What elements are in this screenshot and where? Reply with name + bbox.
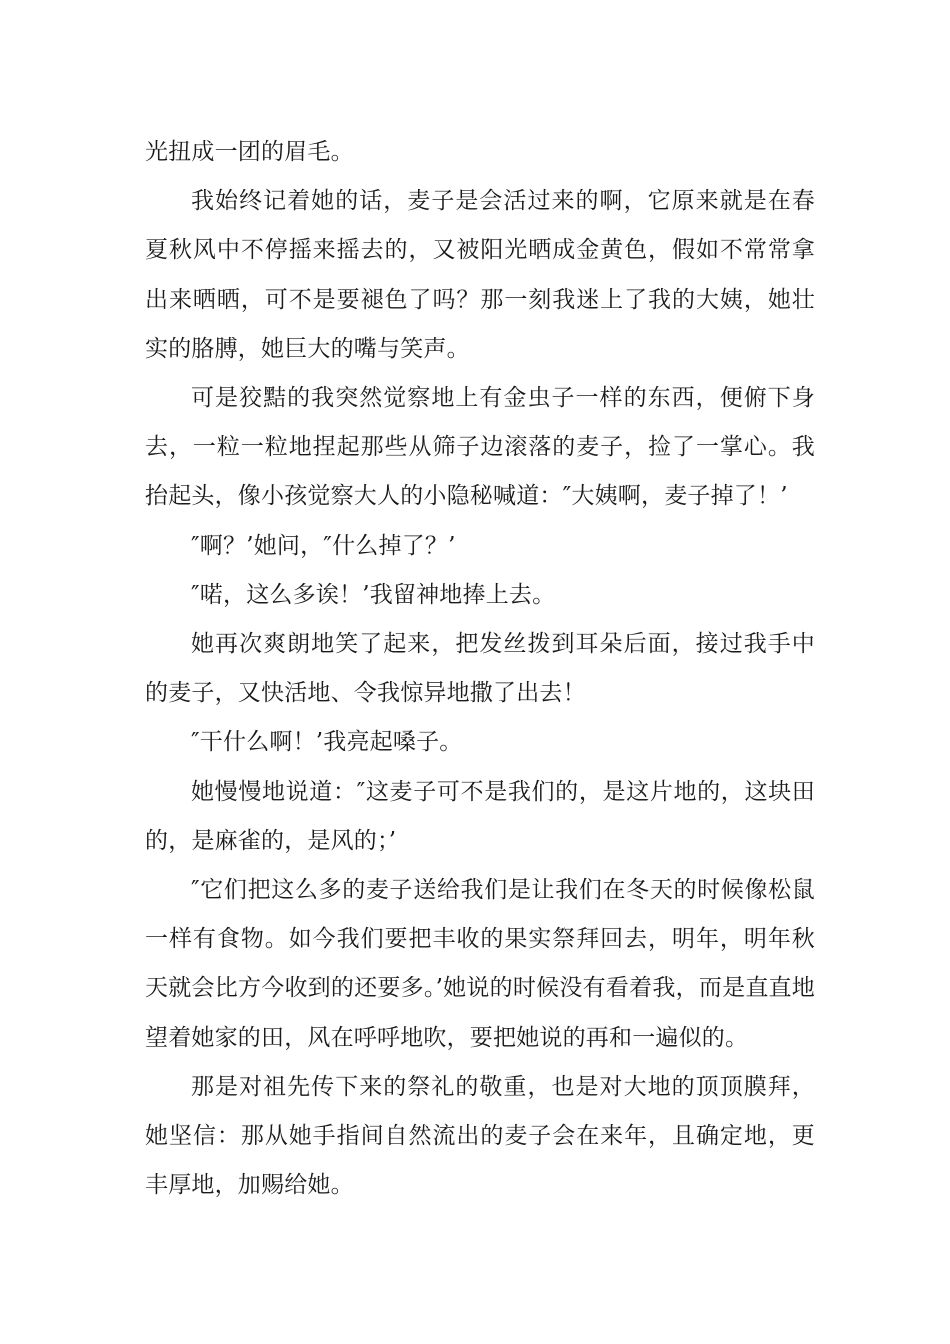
paragraph: 可是狡黠的我突然觉察地上有金虫子一样的东西，便俯下身去，一粒一粒地捏起那些从筛子边滚落的麦子，捡了一掌心。我抬起头，像小孩觉察大人的小隐秘喊道：″大姨啊，麦子掉了！’ (145, 385, 815, 510)
paragraph: ″干什么啊！’我亮起嗓子。 (191, 729, 463, 756)
body-text (145, 128, 815, 1210)
paragraph: 那是对祖先传下来的祭礼的敬重，也是对大地的顶顶膜拜，她坚信：那从她手指间自然流出的麦子会在来年，且确定地，更丰厚地，加赐给她。 (145, 1073, 815, 1199)
paragraph: ″喏，这么多诶！’我留神地捧上去。 (191, 581, 556, 608)
paragraph: ″啊？’她问，″什么掉了？’ (191, 532, 456, 559)
paragraph: ″它们把这么多的麦子送给我们是让我们在冬天的时候像松鼠一样有食物。如今我们要把丰收的果实祭拜回去，明年，明年秋天就会比方今收到的还要多。’她说的时候没有看着我，而是直直地望着她家的田，风在呼呼地吹，要把她说的再和一遍似的。 (145, 877, 815, 1051)
paragraph: 我始终记着她的话，麦子是会活过来的啊，它原来就是在春夏秋风中不停摇来摇去的，又被阳光晒成金黄色，假如不常常拿出来晒晒，可不是要褪色了吗？那一刻我迷上了我的大姨，她壮实的胳膊，她巨大的嘴与笑声。 (145, 188, 815, 362)
paragraph-continuation: 光扭成一团的眉毛。 (145, 139, 354, 165)
paragraph: 她再次爽朗地笑了起来，把发丝拨到耳朵后面，接过我手中的麦子，又快活地、令我惊异地撒了出去！ (145, 631, 815, 707)
paragraph: 她慢慢地说道：″这麦子可不是我们的，是这片地的，这块田的，是麻雀的，是风的；’ (145, 778, 815, 854)
